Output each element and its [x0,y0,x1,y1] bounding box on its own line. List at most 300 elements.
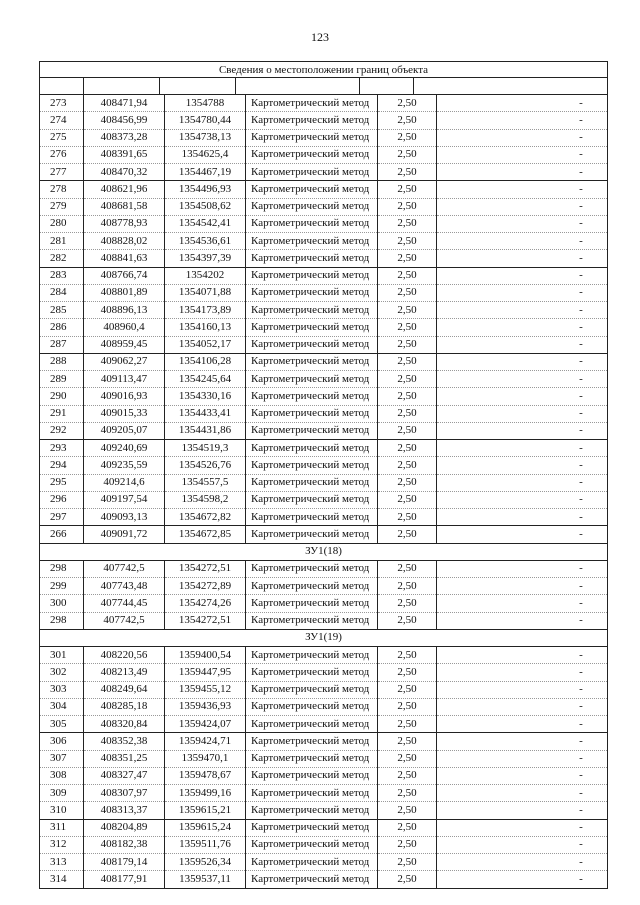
description-cell: - [437,250,608,267]
y-coordinate-cell: 1354245,64 [165,371,246,388]
precision-cell: 2,50 [378,95,437,112]
y-coordinate-cell: 1354526,76 [165,457,246,474]
point-number-cell: 302 [40,664,84,681]
x-coordinate-cell: 408220,56 [84,647,165,664]
table-row [40,112,608,129]
method-cell: Картометрический метод [246,215,378,232]
y-coordinate-cell: 1354496,93 [165,181,246,198]
description-cell: - [437,181,608,198]
x-coordinate-cell: 408373,28 [84,129,165,146]
point-number-cell: 284 [40,284,84,301]
description-cell: - [437,440,608,457]
point-number-cell: 266 [40,526,84,543]
x-coordinate-cell: 409197,54 [84,491,165,508]
description-cell: - [437,836,608,853]
description-cell: - [437,612,608,629]
y-coordinate-cell: 1354397,39 [165,250,246,267]
description-cell: - [437,422,608,439]
point-number-cell: 301 [40,647,84,664]
x-coordinate-cell: 408352,38 [84,733,165,750]
x-coordinate-cell: 408179,14 [84,854,165,871]
method-cell: Картометрический метод [246,595,378,612]
table-row [40,250,608,267]
method-cell: Картометрический метод [246,681,378,698]
method-cell: Картометрический метод [246,164,378,181]
table-row [40,491,608,508]
precision-cell: 2,50 [378,733,437,750]
table-row [40,802,608,819]
method-cell: Картометрический метод [246,146,378,163]
table-row [40,526,608,543]
point-number-cell: 281 [40,233,84,250]
method-cell: Картометрический метод [246,440,378,457]
precision-cell: 2,50 [378,129,437,146]
description-cell: - [437,578,608,595]
x-coordinate-cell: 408182,38 [84,836,165,853]
x-coordinate-cell: 409015,33 [84,405,165,422]
y-coordinate-cell: 1354519,3 [165,440,246,457]
description-cell: - [437,681,608,698]
table-row [40,664,608,681]
x-coordinate-cell: 408766,74 [84,267,165,284]
x-coordinate-cell: 408213,49 [84,664,165,681]
point-number-cell: 313 [40,854,84,871]
point-number-cell: 299 [40,578,84,595]
table-row [40,146,608,163]
point-number-cell: 294 [40,457,84,474]
method-cell: Картометрический метод [246,353,378,370]
point-number-cell: 287 [40,336,84,353]
x-coordinate-cell: 408327,47 [84,767,165,784]
method-cell: Картометрический метод [246,181,378,198]
description-cell: - [437,233,608,250]
description-cell: - [437,698,608,715]
y-coordinate-cell: 1354508,62 [165,198,246,215]
description-cell: - [437,595,608,612]
precision-cell: 2,50 [378,785,437,802]
x-coordinate-cell: 409093,13 [84,509,165,526]
point-number-cell: 276 [40,146,84,163]
point-number-cell: 280 [40,215,84,232]
table-row [40,267,608,284]
point-number-cell: 305 [40,716,84,733]
point-number-cell: 282 [40,250,84,267]
x-coordinate-cell: 408313,37 [84,802,165,819]
table-row [40,474,608,491]
y-coordinate-cell: 1354272,51 [165,612,246,629]
coordinates-table-body [40,95,608,889]
x-coordinate-cell: 408470,32 [84,164,165,181]
y-coordinate-cell: 1359511,76 [165,836,246,853]
point-number-cell: 278 [40,181,84,198]
y-coordinate-cell: 1354542,41 [165,215,246,232]
method-cell: Картометрический метод [246,129,378,146]
point-number-cell: 289 [40,371,84,388]
point-number-cell: 274 [40,112,84,129]
y-coordinate-cell: 1354330,16 [165,388,246,405]
description-cell: - [437,457,608,474]
method-cell: Картометрический метод [246,647,378,664]
table-row [40,215,608,232]
method-cell: Картометрический метод [246,405,378,422]
point-number-cell: 277 [40,164,84,181]
y-coordinate-cell: 1359447,95 [165,664,246,681]
method-cell: Картометрический метод [246,854,378,871]
point-number-cell: 306 [40,733,84,750]
point-number-cell: 312 [40,836,84,853]
x-coordinate-cell: 409214,6 [84,474,165,491]
description-cell: - [437,336,608,353]
description-cell: - [437,509,608,526]
point-number-cell: 283 [40,267,84,284]
x-coordinate-cell: 409240,69 [84,440,165,457]
method-cell: Картометрический метод [246,785,378,802]
precision-cell: 2,50 [378,457,437,474]
table-row [40,405,608,422]
precision-cell: 2,50 [378,336,437,353]
y-coordinate-cell: 1354780,44 [165,112,246,129]
table-row [40,422,608,439]
method-cell: Картометрический метод [246,871,378,888]
precision-cell: 2,50 [378,440,437,457]
point-number-cell: 279 [40,198,84,215]
precision-cell: 2,50 [378,716,437,733]
precision-cell: 2,50 [378,371,437,388]
method-cell: Картометрический метод [246,284,378,301]
x-coordinate-cell: 408896,13 [84,302,165,319]
point-number-cell: 297 [40,509,84,526]
x-coordinate-cell: 409091,72 [84,526,165,543]
point-number-cell: 291 [40,405,84,422]
method-cell: Картометрический метод [246,474,378,491]
point-number-cell: 300 [40,595,84,612]
method-cell: Картометрический метод [246,578,378,595]
coordinates-table [39,94,608,889]
y-coordinate-cell: 1359400,54 [165,647,246,664]
precision-cell: 2,50 [378,509,437,526]
table-row [40,560,608,577]
table-row [40,836,608,853]
precision-cell: 2,50 [378,233,437,250]
precision-cell: 2,50 [378,578,437,595]
x-coordinate-cell: 408778,93 [84,215,165,232]
x-coordinate-cell: 408456,99 [84,112,165,129]
precision-cell: 2,50 [378,647,437,664]
description-cell: - [437,854,608,871]
description-cell: - [437,733,608,750]
precision-cell: 2,50 [378,836,437,853]
y-coordinate-cell: 1354557,5 [165,474,246,491]
method-cell: Картометрический метод [246,112,378,129]
precision-cell: 2,50 [378,302,437,319]
y-coordinate-cell: 1359537,11 [165,871,246,888]
point-number-cell: 307 [40,750,84,767]
point-number-cell: 309 [40,785,84,802]
section-label: ЗУ1(19) [40,629,608,646]
precision-cell: 2,50 [378,491,437,508]
point-number-cell: 310 [40,802,84,819]
table-row [40,164,608,181]
precision-cell: 2,50 [378,284,437,301]
x-coordinate-cell: 408204,89 [84,819,165,836]
description-cell: - [437,302,608,319]
method-cell: Картометрический метод [246,733,378,750]
x-coordinate-cell: 408801,89 [84,284,165,301]
precision-cell: 2,50 [378,319,437,336]
x-coordinate-cell: 408621,96 [84,181,165,198]
table-row [40,284,608,301]
x-coordinate-cell: 408391,65 [84,146,165,163]
method-cell: Картометрический метод [246,612,378,629]
point-number-cell: 311 [40,819,84,836]
x-coordinate-cell: 409016,93 [84,388,165,405]
table-row [40,457,608,474]
precision-cell: 2,50 [378,388,437,405]
description-cell: - [437,871,608,888]
precision-cell: 2,50 [378,526,437,543]
description-cell: - [437,388,608,405]
point-number-cell: 298 [40,560,84,577]
precision-cell: 2,50 [378,664,437,681]
y-coordinate-cell: 1354625,4 [165,146,246,163]
description-cell: - [437,198,608,215]
description-cell: - [437,802,608,819]
description-cell: - [437,767,608,784]
x-coordinate-cell: 408307,97 [84,785,165,802]
y-coordinate-cell: 1354536,61 [165,233,246,250]
y-coordinate-cell: 1354433,41 [165,405,246,422]
point-number-cell: 303 [40,681,84,698]
precision-cell: 2,50 [378,819,437,836]
table-row [40,854,608,871]
description-cell: - [437,164,608,181]
description-cell: - [437,664,608,681]
table-row [40,750,608,767]
table-row [40,95,608,112]
precision-cell: 2,50 [378,750,437,767]
description-cell: - [437,716,608,733]
table-row [40,198,608,215]
x-coordinate-cell: 408249,64 [84,681,165,698]
description-cell: - [437,267,608,284]
y-coordinate-cell: 1359615,24 [165,819,246,836]
precision-cell: 2,50 [378,215,437,232]
table-row [40,319,608,336]
method-cell: Картометрический метод [246,664,378,681]
point-number-cell: 314 [40,871,84,888]
method-cell: Картометрический метод [246,526,378,543]
table-row [40,388,608,405]
x-coordinate-cell: 409235,59 [84,457,165,474]
table-row [40,767,608,784]
table-row [40,647,608,664]
x-coordinate-cell: 408351,25 [84,750,165,767]
section-header-row [40,543,608,560]
table-row [40,440,608,457]
point-number-cell: 273 [40,95,84,112]
y-coordinate-cell: 1354672,85 [165,526,246,543]
method-cell: Картометрический метод [246,819,378,836]
y-coordinate-cell: 1354431,86 [165,422,246,439]
y-coordinate-cell: 1359470,1 [165,750,246,767]
description-cell: - [437,146,608,163]
table-row [40,716,608,733]
method-cell: Картометрический метод [246,388,378,405]
y-coordinate-cell: 1354071,88 [165,284,246,301]
x-coordinate-cell: 409062,27 [84,353,165,370]
precision-cell: 2,50 [378,353,437,370]
precision-cell: 2,50 [378,250,437,267]
precision-cell: 2,50 [378,767,437,784]
method-cell: Картометрический метод [246,836,378,853]
description-cell: - [437,129,608,146]
description-cell: - [437,526,608,543]
y-coordinate-cell: 1354202 [165,267,246,284]
precision-cell: 2,50 [378,112,437,129]
description-cell: - [437,647,608,664]
table-row [40,612,608,629]
precision-cell: 2,50 [378,560,437,577]
description-cell: - [437,560,608,577]
y-coordinate-cell: 1354052,17 [165,336,246,353]
method-cell: Картометрический метод [246,698,378,715]
y-coordinate-cell: 1354173,89 [165,302,246,319]
point-number-cell: 296 [40,491,84,508]
y-coordinate-cell: 1354106,28 [165,353,246,370]
method-cell: Картометрический метод [246,302,378,319]
header-gap [39,78,608,94]
point-number-cell: 295 [40,474,84,491]
y-coordinate-cell: 1354672,82 [165,509,246,526]
method-cell: Картометрический метод [246,371,378,388]
y-coordinate-cell: 1354160,13 [165,319,246,336]
x-coordinate-cell: 408320,84 [84,716,165,733]
precision-cell: 2,50 [378,422,437,439]
x-coordinate-cell: 407742,5 [84,612,165,629]
y-coordinate-cell: 1359499,16 [165,785,246,802]
y-coordinate-cell: 1359455,12 [165,681,246,698]
point-number-cell: 290 [40,388,84,405]
method-cell: Картометрический метод [246,422,378,439]
table-title: Сведения о местоположении границ объекта [39,62,608,78]
x-coordinate-cell: 409205,07 [84,422,165,439]
x-coordinate-cell: 408177,91 [84,871,165,888]
table-row [40,302,608,319]
precision-cell: 2,50 [378,698,437,715]
x-coordinate-cell: 408828,02 [84,233,165,250]
table-row [40,129,608,146]
y-coordinate-cell: 1354598,2 [165,491,246,508]
x-coordinate-cell: 408959,45 [84,336,165,353]
precision-cell: 2,50 [378,181,437,198]
table-row [40,681,608,698]
description-cell: - [437,215,608,232]
x-coordinate-cell: 407744,45 [84,595,165,612]
table-row [40,698,608,715]
precision-cell: 2,50 [378,802,437,819]
point-number-cell: 288 [40,353,84,370]
method-cell: Картометрический метод [246,336,378,353]
precision-cell: 2,50 [378,612,437,629]
description-cell: - [437,405,608,422]
table-row [40,819,608,836]
description-cell: - [437,750,608,767]
section-label: ЗУ1(18) [40,543,608,560]
table-row [40,371,608,388]
precision-cell: 2,50 [378,595,437,612]
precision-cell: 2,50 [378,854,437,871]
method-cell: Картометрический метод [246,319,378,336]
precision-cell: 2,50 [378,146,437,163]
x-coordinate-cell: 408471,94 [84,95,165,112]
y-coordinate-cell: 1359436,93 [165,698,246,715]
x-coordinate-cell: 407742,5 [84,560,165,577]
table-row [40,578,608,595]
x-coordinate-cell: 407743,48 [84,578,165,595]
precision-cell: 2,50 [378,198,437,215]
point-number-cell: 298 [40,612,84,629]
precision-cell: 2,50 [378,474,437,491]
x-coordinate-cell: 408841,63 [84,250,165,267]
description-cell: - [437,371,608,388]
x-coordinate-cell: 408285,18 [84,698,165,715]
precision-cell: 2,50 [378,267,437,284]
point-number-cell: 275 [40,129,84,146]
table-row [40,733,608,750]
method-cell: Картометрический метод [246,198,378,215]
method-cell: Картометрический метод [246,457,378,474]
y-coordinate-cell: 1354272,89 [165,578,246,595]
y-coordinate-cell: 1359526,34 [165,854,246,871]
y-coordinate-cell: 1354272,51 [165,560,246,577]
method-cell: Картометрический метод [246,802,378,819]
y-coordinate-cell: 1359424,07 [165,716,246,733]
precision-cell: 2,50 [378,871,437,888]
method-cell: Картометрический метод [246,716,378,733]
table-row [40,181,608,198]
y-coordinate-cell: 1354274,26 [165,595,246,612]
method-cell: Картометрический метод [246,267,378,284]
section-header-row [40,629,608,646]
description-cell: - [437,353,608,370]
table-row [40,595,608,612]
method-cell: Картометрический метод [246,491,378,508]
precision-cell: 2,50 [378,164,437,181]
description-cell: - [437,819,608,836]
method-cell: Картометрический метод [246,95,378,112]
point-number-cell: 292 [40,422,84,439]
table-row [40,509,608,526]
description-cell: - [437,474,608,491]
x-coordinate-cell: 408960,4 [84,319,165,336]
method-cell: Картометрический метод [246,509,378,526]
description-cell: - [437,491,608,508]
point-number-cell: 286 [40,319,84,336]
method-cell: Картометрический метод [246,233,378,250]
x-coordinate-cell: 409113,47 [84,371,165,388]
y-coordinate-cell: 1354788 [165,95,246,112]
description-cell: - [437,95,608,112]
precision-cell: 2,50 [378,405,437,422]
table-row [40,233,608,250]
y-coordinate-cell: 1359478,67 [165,767,246,784]
point-number-cell: 293 [40,440,84,457]
description-cell: - [437,284,608,301]
y-coordinate-cell: 1354467,19 [165,164,246,181]
y-coordinate-cell: 1359615,21 [165,802,246,819]
table-row [40,785,608,802]
table-row [40,336,608,353]
